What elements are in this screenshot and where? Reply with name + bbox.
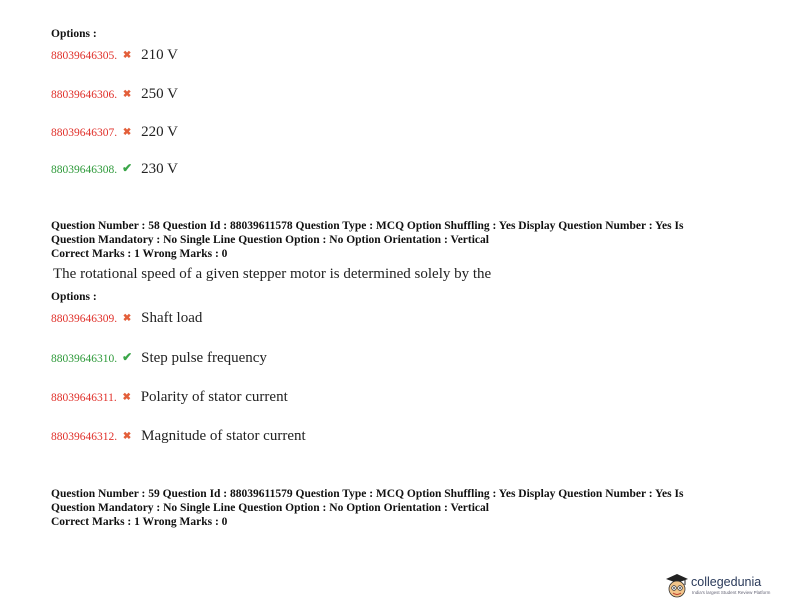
option-row [51,85,178,103]
question-text: The rotational speed of a given stepper motor is determined solely by the [53,266,492,282]
question-meta [51,487,741,529]
question-meta [51,219,741,261]
question-meta-line: Question Mandatory : No Single Line Question Option : No Option Orientation : Vertical [51,234,489,246]
wrong-mark-icon: ✖ [122,313,132,324]
option-text: Step pulse frequency [141,350,267,366]
option-id: 88039646306. [51,89,118,101]
option-text: 230 V [141,161,178,177]
collegedunia-logo [664,572,774,602]
marks-line: Correct Marks : 1 Wrong Marks : 0 [51,516,228,528]
option-id: 88039646305. [51,50,118,62]
option-text: 210 V [141,47,178,63]
option-text: 250 V [141,86,178,102]
options-label: Options : [51,28,97,40]
wrong-mark-icon: ✖ [122,127,132,138]
option-id: 88039646308. [51,164,118,176]
option-row [51,349,267,367]
option-text: Shaft load [141,310,203,326]
option-text: Magnitude of stator current [141,428,306,444]
logo-name: collegedunia [691,575,762,589]
option-text: Polarity of stator current [140,389,288,405]
graduate-mascot-icon [664,572,690,600]
check-mark-icon: ✔ [122,161,133,175]
wrong-mark-icon: ✖ [122,89,132,100]
option-id: 88039646307. [51,127,118,139]
option-id: 88039646311. [51,392,117,404]
option-row [51,123,178,141]
question-meta-line: Question Mandatory : No Single Line Question Option : No Option Orientation : Vertical [51,502,489,514]
check-mark-icon: ✔ [122,350,133,364]
logo-tagline: India's largest Student Review Platform [692,590,771,595]
option-row [51,388,288,406]
option-row [51,309,202,327]
wrong-mark-icon: ✖ [122,50,132,61]
wrong-mark-icon: ✖ [122,392,131,403]
option-text: 220 V [141,124,178,140]
marks-line: Correct Marks : 1 Wrong Marks : 0 [51,248,228,260]
option-id: 88039646312. [51,431,118,443]
option-id: 88039646309. [51,313,118,325]
question-meta-line: Question Number : 58 Question Id : 88039611578 Question Type : MCQ Option Shuffling : Yes Display Question Number : Yes Is [51,220,684,232]
option-row [51,427,306,445]
option-row [51,160,178,178]
wrong-mark-icon: ✖ [122,431,132,442]
question-meta-line: Question Number : 59 Question Id : 88039611579 Question Type : MCQ Option Shuffling : Yes Display Question Number : Yes Is [51,488,684,500]
option-row [51,46,178,64]
option-id: 88039646310. [51,353,118,365]
options-label: Options : [51,291,97,303]
